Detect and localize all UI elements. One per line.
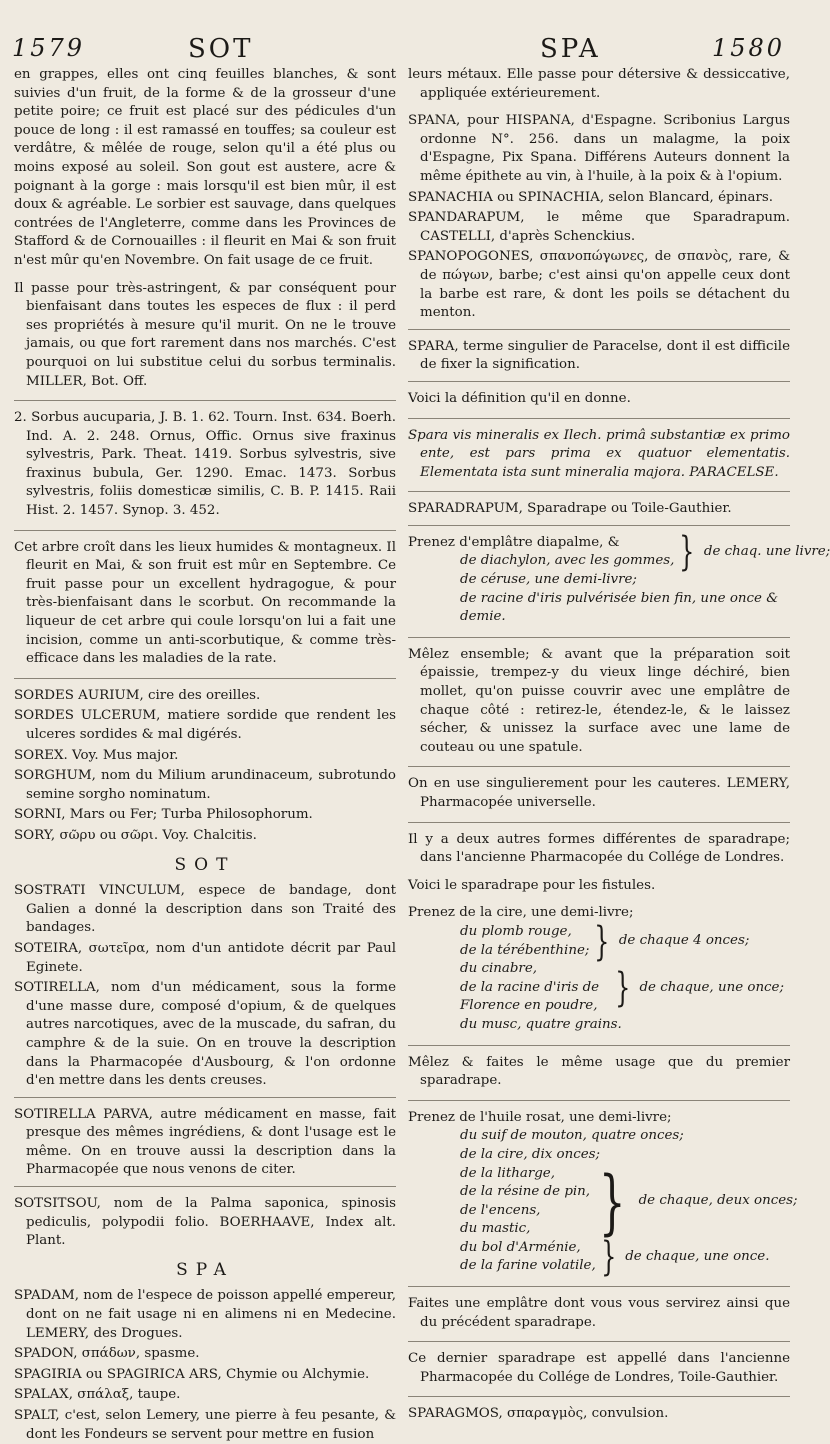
dictionary-entry: SOTIRELLA PARVA, autre médicament en masse, fait presque des mêmes ingrédiens, & dont l'usage est le même. On en trouve aussi la description dans la Pharmacopée que nous venons de citer. (14, 1106, 396, 1178)
dictionary-entry: SPANDARAPUM, le même que Sparadrapum. CASTELLI, d'après Schenckius. (408, 210, 790, 244)
quotation: Spara vis mineralis ex Ilech. primâ substantiæ ex primo ente, est pars prima ex quatuor elementatis. Elementata ista sunt mineralia majora. PARACELSE. (408, 427, 790, 480)
dictionary-entry: SOSTRATI VINCULUM, espece de bandage, dont Galien a donné la description dans son Traité des bandages. (14, 883, 396, 936)
recipe-line: de la racine d'iris de Florence en poudre, (460, 979, 600, 1014)
paragraph: Voici le sparadrape pour les fistules. (408, 877, 656, 893)
divider (14, 1097, 396, 1098)
brace-glyph: } (615, 965, 631, 1012)
recipe-line: Prenez de la cire, une demi-livre; (408, 905, 634, 921)
divider (408, 491, 790, 492)
dictionary-entry: SOREX. Voy. Mus major. (14, 747, 179, 763)
paragraph: Mêlez ensemble; & avant que la préparation soit épaissie, trempez-y du vieux linge déchiré, bien mollet, qu'on puisse couvrir avec une emplâtre de chaque côté : retirez-le, étendez-le, & le laissez sécher, & unissez la surface avec une lame de couteau ou une spatule. (408, 646, 790, 755)
dictionary-entry: SPANACHIA ou SPINACHIA, selon Blancard, épinars. (408, 189, 773, 205)
dictionary-entry: SPAGIRIA ou SPAGIRICA ARS, Chymie ou Alchymie. (14, 1366, 370, 1382)
dictionary-entry: SORY, σῶρυ ou σῶρι. Voy. Chalcitis. (14, 827, 257, 843)
recipe-line: du plomb rouge, (460, 923, 572, 939)
divider (408, 418, 790, 419)
right-column (408, 66, 830, 1422)
dictionary-entry: SPARA, terme singulier de Paracelse, dont il est difficile de fixer la signification. (408, 338, 790, 373)
divider (408, 1396, 790, 1397)
dictionary-entry: SPANA, pour HISPANA, d'Espagne. Scribonius Largus ordonne N°. 256. dans un malagme, la poix d'Espagne, Pix Spana. Différens Auteurs donnent la même épithete au vin, à l'huile, à la poix & à l'opium. (408, 113, 790, 184)
dictionary-entry: SORDES AURIUM, cire des oreilles. (14, 687, 261, 703)
dictionary-entry: SPARADRAPUM, Sparadrape ou Toile-Gauthier. (408, 501, 732, 517)
divider (408, 381, 790, 382)
dictionary-entry: SPARAGMOS, σπαραγμὸς, convulsion. (408, 1406, 669, 1422)
brace-glyph: } (600, 1234, 617, 1281)
right-running-head: SPA (540, 34, 601, 64)
recipe-line: de l'encens, (460, 1202, 541, 1218)
dictionary-entry: SOTEIRA, σωτεῖρα, nom d'un antidote décrit par Paul Eginete. (14, 940, 396, 975)
dictionary-entry: SOTIRELLA, nom d'un médicament, sous la forme d'une masse dure, composé d'opium, & de quelques autres narcotiques, avec de la muscade, du safran, du camphre & de la suie. On en trouve la description dans la Pharmacopée d'Ausbourg, & l'on ordonne d'en mettre dans les dents creuses. (14, 980, 396, 1089)
divider (408, 1100, 790, 1101)
dictionary-entry: SORNI, Mars ou Fer; Turba Philosophorum. (14, 807, 313, 823)
divider (408, 637, 790, 638)
dictionary-entry: SORDES ULCERUM, matiere sordide que rendent les ulceres sordides & mal digérés. (14, 708, 396, 742)
section-heading: SPA (176, 1259, 234, 1280)
paragraph: en grappes, elles ont cinq feuilles blanches, & sont suivies d'un fruit, de la forme & de la grosseur d'une petite poire; ce fruit est placé sur des pédicules d'un pouce de long : il est ramassé en touffes; sa couleur est verdâtre, & mêlée de rouge, selon qu'il a été plus ou moins exposé au soleil. Son gout est austere, acre & poignant à la gorge : mais lorsqu'il est bien mûr, il est doux & agréable. Le sorbier est sauvage, dans quelques contrées de l'Angleterre, comme dans les Provinces de Stafford & de Cornouailles : il fleurit en Mai & son fruit n'est mûr qu'en Novembre. On fait usage de ce fruit. (14, 67, 396, 268)
dictionary-entry: SPALT, c'est, selon Lemery, une pierre à feu pesante, & dont les Fondeurs se servent pour mettre en fusion (14, 1408, 396, 1442)
recipe-line: de diachylon, avec les gommes, (460, 553, 675, 569)
paragraph: Cet arbre croît dans les lieux humides & montagneux. Il fleurit en Mai, & son fruit est mûr en Septembre. Ce fruit passe pour un excellent hydragogue, & pour très-bienfaisant dans le scorbut. On recommande la liqueur de cet arbre qui coule lorsqu'on lui a fait une incision, comme un anti-scorbutique, & comme très-efficace dans les maladies de la rate. (14, 539, 396, 667)
section-heading: SOT (174, 854, 236, 875)
recipe-line: de la térébenthine; (460, 942, 590, 958)
divider (408, 329, 790, 330)
recipe-quantity: de chaque 4 onces; (618, 933, 750, 949)
divider (408, 1045, 790, 1046)
dictionary-entry: SOTSITSOU, nom de la Palma saponica, spinosis pediculis, polypodii folio. BOERHAAVE, Index alt. Plant. (14, 1196, 396, 1249)
paragraph: Mêlez & faites le même usage que du premier sparadrape. (408, 1054, 790, 1089)
recipe-line: du musc, quatre grains. (460, 1016, 622, 1032)
recipe-line: du mastic, (460, 1221, 531, 1237)
divider (408, 1286, 790, 1287)
recipe-line: Prenez d'emplâtre diapalme, & (408, 534, 620, 550)
recipe-line: du bol d'Arménie, (460, 1239, 581, 1255)
divider (408, 766, 790, 767)
divider (14, 400, 396, 401)
recipe-quantity: de chaque, deux onces; (638, 1193, 798, 1209)
recipe-line: du cinabre, (460, 961, 537, 977)
dictionary-entry: SPALAX, σπάλαξ, taupe. (14, 1387, 181, 1403)
paragraph: leurs métaux. Elle passe pour détersive & dessiccative, appliquée extérieurement. (408, 67, 790, 101)
recipe-3 (408, 1109, 798, 1281)
running-header (0, 34, 800, 68)
paragraph: On en use singulierement pour les cauteres. LEMERY, Pharmacopée universelle. (408, 776, 790, 810)
recipe-1 (408, 529, 830, 627)
recipe-line: de la farine volatile, (460, 1258, 596, 1274)
left-column (14, 66, 396, 1442)
dictionary-entry: SPANOPOGONES, σπανοπώγωνες, de σπανὸς, rare, & de πώγων, barbe; c'est ainsi qu'on appelle ceux dont la barbe est rare, & dont les poils se détachent du menton. (408, 249, 790, 321)
paragraph: Faites une emplâtre dont vous vous servirez ainsi que du précédent sparadrape. (408, 1296, 790, 1330)
dictionary-entry: SPADAM, nom de l'espece de poisson appellé empereur, dont on ne fait usage ni en alimens ni en Medecine. LEMERY, des Drogues. (14, 1288, 396, 1341)
synonymy-paragraph: 2. Sorbus aucuparia, J. B. 1. 62. Tourn. Inst. 634. Boerh. Ind. A. 2. 248. Ornus, Offic. Ornus sive fraxinus sylvestris, Park. Theat. 1419. Sorbus sylvestris, sive fraxinus bubula, Ger. 1290. Emac. 1473. Sorbus sylvestris, foliis domesticæ similis, C. B. P. 1415. Raii Hist. 2. 1457. Synop. 3. 452. (14, 410, 396, 519)
recipe-quantity: de chaque, une once; (639, 979, 784, 995)
recipe-2 (408, 904, 790, 1034)
paragraph: Ce dernier sparadrape est appellé dans l'ancienne Pharmacopée du Collége de Londres, Toile-Gauthier. (408, 1351, 790, 1385)
brace-glyph: } (679, 529, 695, 576)
recipe-line: Prenez de l'huile rosat, une demi-livre; (408, 1109, 672, 1125)
divider (14, 1186, 396, 1187)
left-page-number: 1579 (12, 34, 86, 62)
recipe-line: de céruse, une demi-livre; (460, 572, 637, 588)
recipe-line: de racine d'iris pulvérisée bien fin, une once & demie. (460, 590, 779, 625)
recipe-quantity: de chaque, une once. (625, 1249, 770, 1265)
recipe-line: de la cire, dix onces; (460, 1146, 601, 1162)
recipe-line: du suif de mouton, quatre onces; (460, 1128, 684, 1144)
dictionary-entry: SORGHUM, nom du Milium arundinaceum, subrotundo semine sorgho nominatum. (14, 768, 396, 802)
brace-glyph: } (598, 1160, 626, 1243)
divider (408, 822, 790, 823)
recipe-line: de la litharge, (460, 1165, 555, 1181)
recipe-quantity: de chaq. une livre; (703, 544, 830, 560)
brace-glyph: } (594, 918, 610, 965)
divider (14, 678, 396, 679)
dictionary-entry: SPADON, σπάδων, spasme. (14, 1346, 200, 1362)
divider (408, 1341, 790, 1342)
recipe-line: de la résine de pin, (460, 1184, 591, 1200)
paragraph: Il y a deux autres formes différentes de sparadrape; dans l'ancienne Pharmacopée du Collége de Londres. (408, 831, 790, 866)
paragraph: Voici la définition qu'il en donne. (408, 390, 631, 406)
left-running-head: SOT (188, 34, 254, 64)
divider (14, 530, 396, 531)
right-page-number: 1580 (712, 34, 786, 62)
paragraph: Il passe pour très-astringent, & par conséquent pour bienfaisant dans toutes les especes de flux : il perd ses propriétés à mesure qu'il murit. On ne le trouve jamais, ou que fort rarement dans nos marchés. C'est pourquoi on lui substitue celui du sorbus terminalis. MILLER, Bot. Off. (14, 280, 396, 389)
divider (408, 525, 790, 526)
